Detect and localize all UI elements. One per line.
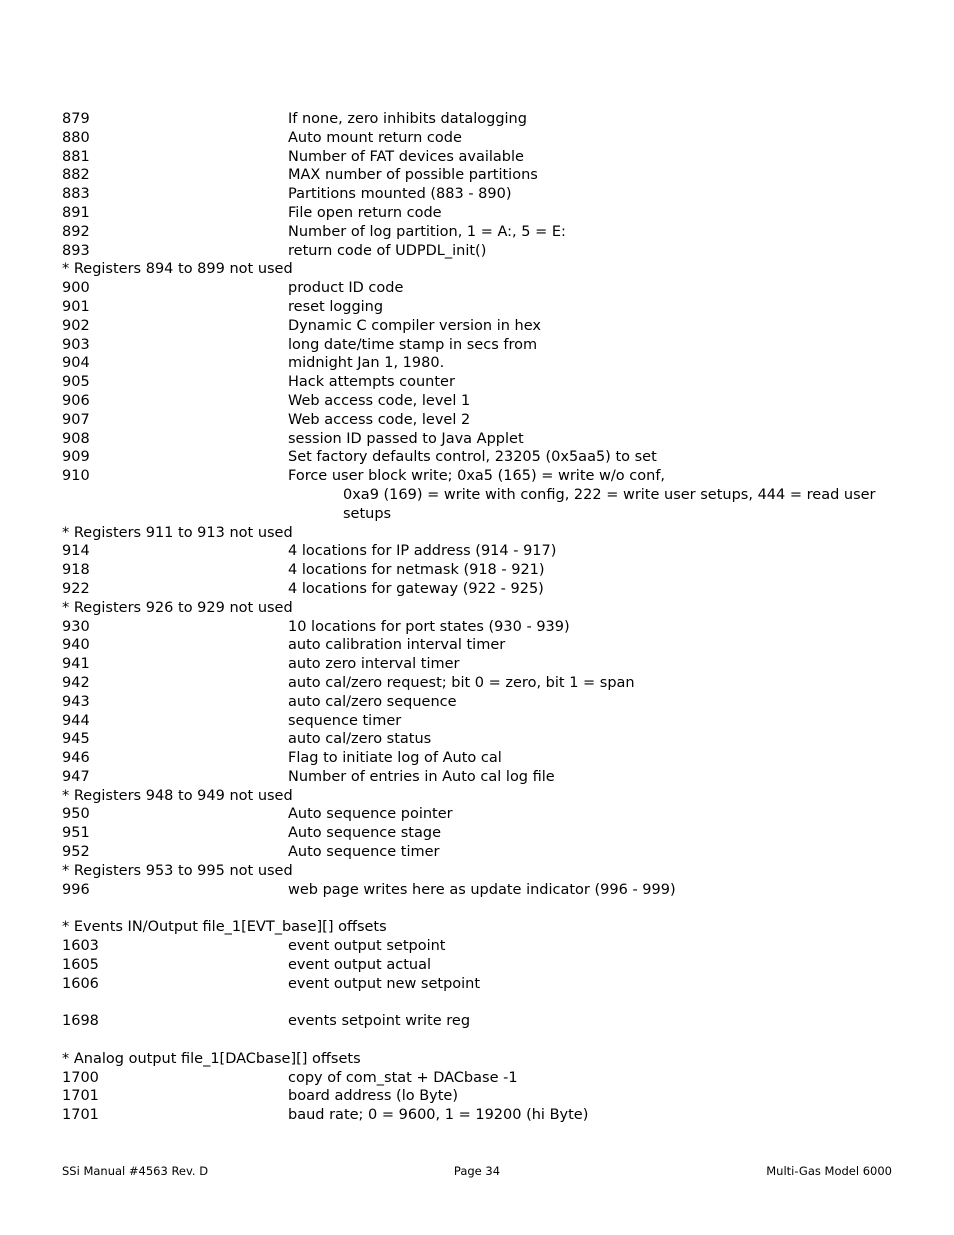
register-description: Auto sequence stage xyxy=(288,825,442,842)
register-number: 922 xyxy=(62,580,90,597)
note-text: * Registers 911 to 913 not used xyxy=(62,524,293,541)
section-note xyxy=(62,1050,922,1069)
register-description: session ID passed to Java Applet xyxy=(288,430,524,447)
register-description: long date/time stamp in secs from xyxy=(288,336,538,353)
register-number: 900 xyxy=(62,280,90,297)
register-row xyxy=(62,824,922,843)
page-footer xyxy=(62,1163,892,1179)
register-number: 944 xyxy=(62,712,90,729)
register-row xyxy=(62,730,922,749)
register-description: event output actual xyxy=(288,956,431,973)
register-description: baud rate; 0 = 9600, 1 = 19200 (hi Byte) xyxy=(288,1107,589,1124)
register-number: 918 xyxy=(62,562,90,579)
register-row xyxy=(62,110,922,129)
register-description: 10 locations for port states (930 - 939) xyxy=(288,618,570,635)
register-number: 881 xyxy=(62,148,90,165)
register-description: Web access code, level 2 xyxy=(288,411,471,428)
register-description: If none, zero inhibits datalogging xyxy=(288,111,527,127)
register-row xyxy=(62,166,922,185)
register-description: product ID code xyxy=(288,280,404,297)
register-description: auto calibration interval timer xyxy=(288,637,506,654)
register-row xyxy=(62,956,922,975)
register-number: 945 xyxy=(62,731,90,748)
register-row xyxy=(62,618,922,637)
register-row xyxy=(62,467,922,486)
register-row xyxy=(62,411,922,430)
register-description: auto cal/zero status xyxy=(288,731,432,748)
register-row xyxy=(62,430,922,449)
register-number: 892 xyxy=(62,223,90,240)
register-number: 952 xyxy=(62,844,90,861)
register-row xyxy=(62,805,922,824)
register-description: auto zero interval timer xyxy=(288,656,460,673)
register-row xyxy=(62,542,922,561)
register-description: Auto sequence pointer xyxy=(288,806,453,823)
register-number: 880 xyxy=(62,129,90,146)
footer-model-name: Multi-Gas Model 6000 xyxy=(766,1164,892,1178)
register-description: Auto mount return code xyxy=(288,129,462,146)
register-number: 914 xyxy=(62,543,90,560)
register-table xyxy=(62,110,922,1125)
register-row xyxy=(62,881,922,900)
register-description: copy of com_stat + DACbase -1 xyxy=(288,1069,518,1086)
register-row xyxy=(62,712,922,731)
register-number: 1603 xyxy=(62,938,99,955)
note-text: * Registers 926 to 929 not used xyxy=(62,599,293,616)
section-note xyxy=(62,524,922,543)
register-row xyxy=(62,242,922,261)
register-row xyxy=(62,392,922,411)
register-number: 891 xyxy=(62,204,90,221)
register-description: Dynamic C compiler version in hex xyxy=(288,317,541,334)
register-row xyxy=(62,148,922,167)
register-number: 1698 xyxy=(62,1013,99,1030)
register-description: File open return code xyxy=(288,204,442,221)
register-row xyxy=(62,185,922,204)
register-row xyxy=(62,693,922,712)
register-number: 1606 xyxy=(62,975,99,992)
note-text: * Registers 953 to 995 not used xyxy=(62,862,293,879)
register-description: Partitions mounted (883 - 890) xyxy=(288,186,512,203)
register-row xyxy=(62,975,922,994)
register-description: Number of log partition, 1 = A:, 5 = E: xyxy=(288,223,566,240)
register-number: 893 xyxy=(62,242,90,259)
register-description: 4 locations for gateway (922 - 925) xyxy=(288,580,544,597)
register-row xyxy=(62,561,922,580)
register-number: 943 xyxy=(62,693,90,710)
register-description: 4 locations for IP address (914 - 917) xyxy=(288,543,557,560)
register-description: auto cal/zero request; bit 0 = zero, bit 1 = span xyxy=(288,674,635,691)
register-description-continued: setups xyxy=(343,505,392,522)
section-note xyxy=(62,599,922,618)
note-text: * Analog output file_1[DACbase][] offsets xyxy=(62,1050,361,1067)
blank-line xyxy=(62,1031,922,1050)
register-description: Number of FAT devices available xyxy=(288,148,524,165)
register-description: midnight Jan 1, 1980. xyxy=(288,355,445,372)
register-number: 905 xyxy=(62,374,90,391)
register-description: web page writes here as update indicator (996 - 999) xyxy=(288,881,676,898)
note-text: * Registers 894 to 899 not used xyxy=(62,261,293,278)
section-note xyxy=(62,787,922,806)
register-number: 1701 xyxy=(62,1088,99,1105)
register-description: events setpoint write reg xyxy=(288,1013,471,1030)
register-row xyxy=(62,129,922,148)
register-description: return code of UDPDL_init() xyxy=(288,242,487,259)
register-number: 951 xyxy=(62,825,90,842)
register-row xyxy=(62,636,922,655)
register-description: Auto sequence timer xyxy=(288,844,440,861)
register-description: Flag to initiate log of Auto cal xyxy=(288,750,502,767)
footer-page-number: Page 34 xyxy=(453,1164,501,1178)
register-description: auto cal/zero sequence xyxy=(288,693,457,710)
register-row xyxy=(62,204,922,223)
register-number: 904 xyxy=(62,355,90,372)
register-row xyxy=(62,580,922,599)
blank-line xyxy=(62,899,922,918)
register-number: 883 xyxy=(62,186,90,203)
register-number: 879 xyxy=(62,111,90,127)
register-number: 950 xyxy=(62,806,90,823)
section-note xyxy=(62,918,922,937)
note-text: * Events IN/Output file_1[EVT_base][] offsets xyxy=(62,919,387,936)
register-row xyxy=(62,354,922,373)
register-number: 903 xyxy=(62,336,90,353)
register-description: 4 locations for netmask (918 - 921) xyxy=(288,562,545,579)
register-number: 1605 xyxy=(62,956,99,973)
register-row xyxy=(62,1069,922,1088)
register-number: 1701 xyxy=(62,1107,99,1124)
register-number: 941 xyxy=(62,656,90,673)
section-note xyxy=(62,862,922,881)
register-row xyxy=(62,448,922,467)
description-continuation-line xyxy=(62,505,922,524)
register-description: Hack attempts counter xyxy=(288,374,455,391)
register-number: 996 xyxy=(62,881,90,898)
register-number: 882 xyxy=(62,167,90,184)
register-row xyxy=(62,768,922,787)
register-row xyxy=(62,1012,922,1031)
register-description-continued: 0xa9 (169) = write with config, 222 = write user setups, 444 = read user xyxy=(343,486,876,503)
register-row xyxy=(62,1087,922,1106)
register-row xyxy=(62,655,922,674)
register-description: Number of entries in Auto cal log file xyxy=(288,768,555,785)
register-row xyxy=(62,279,922,298)
register-number: 908 xyxy=(62,430,90,447)
register-description: Set factory defaults control, 23205 (0x5aa5) to set xyxy=(288,449,657,466)
register-row xyxy=(62,373,922,392)
register-description: board address (lo Byte) xyxy=(288,1088,459,1105)
note-text: * Registers 948 to 949 not used xyxy=(62,787,293,804)
register-description: Force user block write; 0xa5 (165) = write w/o conf, xyxy=(288,468,666,485)
register-row xyxy=(62,223,922,242)
register-number: 1700 xyxy=(62,1069,99,1086)
register-number: 901 xyxy=(62,298,90,315)
register-row xyxy=(62,843,922,862)
register-row xyxy=(62,336,922,355)
description-continuation-line xyxy=(62,486,922,505)
register-number: 930 xyxy=(62,618,90,635)
register-row xyxy=(62,749,922,768)
register-description: Web access code, level 1 xyxy=(288,392,471,409)
register-row xyxy=(62,937,922,956)
footer-manual-id: SSi Manual #4563 Rev. D xyxy=(62,1164,209,1178)
register-number: 906 xyxy=(62,392,90,409)
register-number: 947 xyxy=(62,768,90,785)
register-description: MAX number of possible partitions xyxy=(288,167,538,184)
register-number: 940 xyxy=(62,637,90,654)
register-description: sequence timer xyxy=(288,712,402,729)
blank-line xyxy=(62,993,922,1012)
register-number: 902 xyxy=(62,317,90,334)
register-number: 909 xyxy=(62,449,90,466)
register-number: 910 xyxy=(62,468,90,485)
register-number: 907 xyxy=(62,411,90,428)
register-row xyxy=(62,298,922,317)
register-row xyxy=(62,674,922,693)
register-number: 946 xyxy=(62,750,90,767)
register-row xyxy=(62,1106,922,1125)
register-description: event output setpoint xyxy=(288,938,446,955)
register-row xyxy=(62,317,922,336)
register-description: reset logging xyxy=(288,298,384,315)
section-note xyxy=(62,260,922,279)
register-description: event output new setpoint xyxy=(288,975,481,992)
register-number: 942 xyxy=(62,674,90,691)
